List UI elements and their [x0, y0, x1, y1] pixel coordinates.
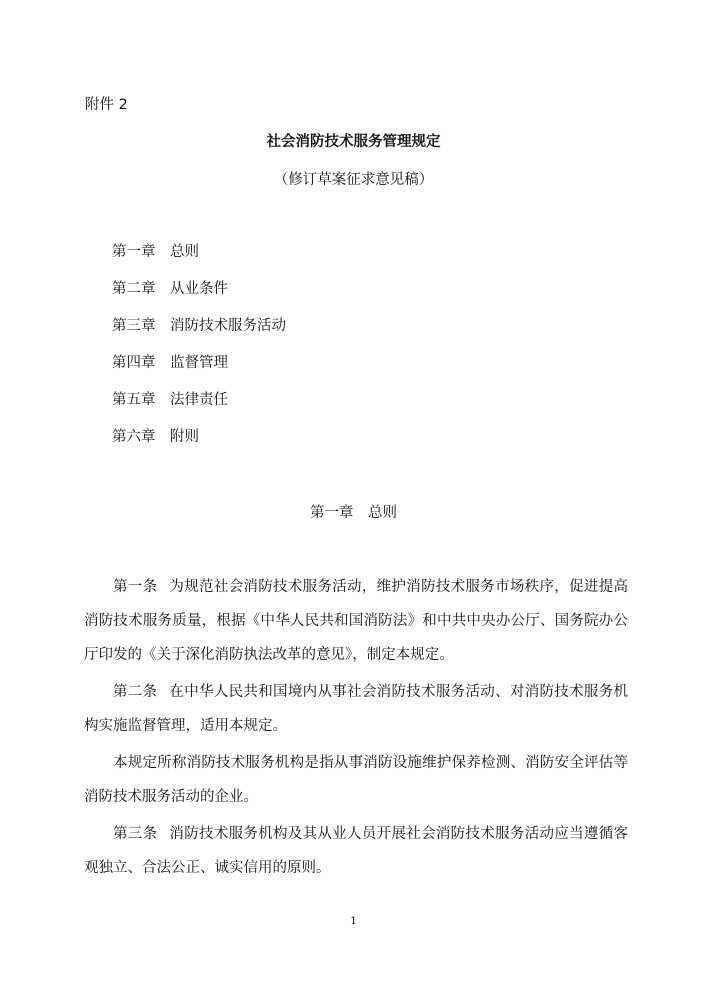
- toc-chapter-number: 第二章: [112, 281, 156, 297]
- article-paragraph: [84, 817, 628, 885]
- toc-item: [112, 277, 286, 314]
- article-text: 消防技术服务机构及其从业人员开展社会消防技术服务活动应当遵循客观独立、合法公正、诚实信用的原则。: [84, 826, 629, 876]
- article-text: 为规范社会消防技术服务活动，维护消防技术服务市场秩序，促进提高消防技术服务质量，根据《中华人民共和国消防法》和中共中央办公厅、国务院办公厅印发的《关于深化消防执法改革的意见》，制定本规定。: [84, 579, 629, 663]
- toc-chapter-number: 第五章: [112, 392, 156, 408]
- toc-chapter-number: 第四章: [112, 355, 156, 371]
- toc-item: [112, 240, 286, 277]
- toc-chapter-name: 法律责任: [170, 392, 228, 408]
- chapter-heading: 第一章 总则: [310, 505, 397, 521]
- toc-chapter-number: 第一章: [112, 244, 156, 260]
- article-number: 第一条: [113, 579, 158, 595]
- toc-item: [112, 314, 286, 351]
- document-title: 社会消防技术服务管理规定: [266, 134, 441, 150]
- article-number: 第二条: [113, 684, 158, 700]
- toc-chapter-name: 消防技术服务活动: [170, 318, 286, 334]
- article-text: 本规定所称消防技术服务机构是指从事消防设施维护保养检测、消防安全评估等消防技术服务活动的企业。: [84, 755, 628, 805]
- toc-item: [112, 425, 286, 462]
- toc-chapter-name: 附则: [170, 429, 199, 445]
- article-text: 在中华人民共和国境内从事社会消防技术服务活动、对消防技术服务机构实施监督管理，适用本规定。: [84, 684, 629, 734]
- article-paragraph: [84, 675, 628, 743]
- toc-chapter-name: 总则: [170, 244, 199, 260]
- article-paragraph: [84, 570, 628, 672]
- toc-chapter-number: 第三章: [112, 318, 156, 334]
- toc-chapter-name: 从业条件: [170, 281, 228, 297]
- document-body: [84, 570, 628, 888]
- toc-chapter-number: 第六章: [112, 429, 156, 445]
- attachment-label: 附件 2: [85, 97, 128, 113]
- toc-item: [112, 388, 286, 425]
- document-subtitle: （修订草案征求意见稿）: [273, 172, 434, 188]
- toc-item: [112, 351, 286, 388]
- table-of-contents: [112, 240, 286, 462]
- article-paragraph: [84, 746, 628, 814]
- article-number: 第三条: [113, 826, 158, 842]
- page-number: 1: [350, 916, 357, 927]
- toc-chapter-name: 监督管理: [170, 355, 228, 371]
